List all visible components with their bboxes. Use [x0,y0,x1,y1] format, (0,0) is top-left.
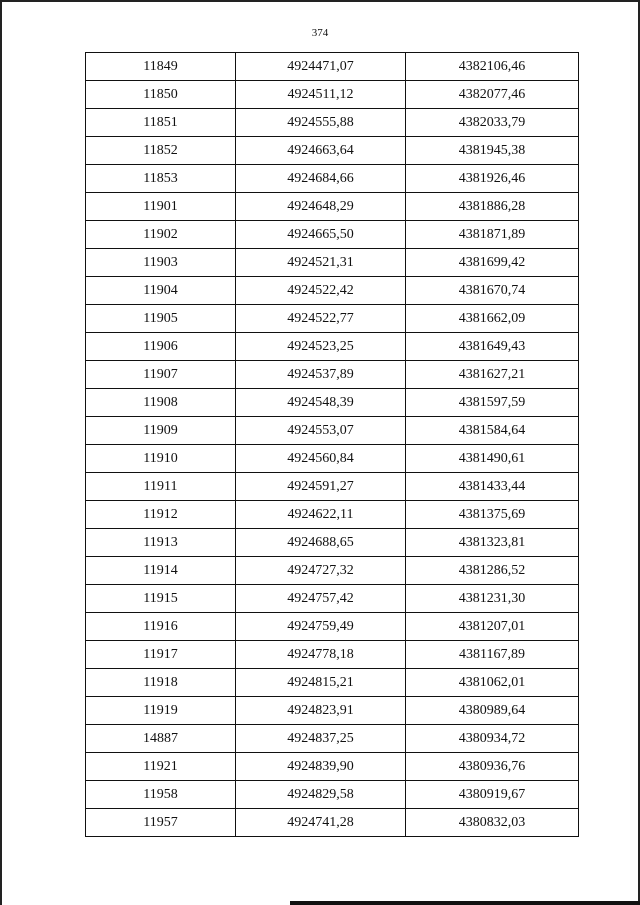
x-coordinate-cell: 4924727,32 [236,557,406,585]
x-coordinate-cell: 4924837,25 [236,725,406,753]
table-row [86,221,579,249]
table-row [86,165,579,193]
table-row [86,445,579,473]
y-coordinate-cell: 4380936,76 [406,753,579,781]
table-row [86,781,579,809]
y-coordinate-cell: 4380989,64 [406,697,579,725]
point-id-cell: 11912 [86,501,236,529]
y-coordinate-cell: 4382033,79 [406,109,579,137]
point-id-cell: 11919 [86,697,236,725]
table-row [86,585,579,613]
y-coordinate-cell: 4381670,74 [406,277,579,305]
table-row [86,109,579,137]
x-coordinate-cell: 4924521,31 [236,249,406,277]
table-row [86,753,579,781]
point-id-cell: 11911 [86,473,236,501]
table-row [86,473,579,501]
table-row [86,305,579,333]
x-coordinate-cell: 4924591,27 [236,473,406,501]
y-coordinate-cell: 4381323,81 [406,529,579,557]
x-coordinate-cell: 4924823,91 [236,697,406,725]
x-coordinate-cell: 4924648,29 [236,193,406,221]
y-coordinate-cell: 4381231,30 [406,585,579,613]
y-coordinate-cell: 4381433,44 [406,473,579,501]
scan-border-top [0,0,640,2]
x-coordinate-cell: 4924560,84 [236,445,406,473]
table-row [86,613,579,641]
y-coordinate-cell: 4381649,43 [406,333,579,361]
x-coordinate-cell: 4924815,21 [236,669,406,697]
point-id-cell: 11917 [86,641,236,669]
x-coordinate-cell: 4924523,25 [236,333,406,361]
point-id-cell: 14887 [86,725,236,753]
x-coordinate-cell: 4924511,12 [236,81,406,109]
y-coordinate-cell: 4382077,46 [406,81,579,109]
point-id-cell: 11908 [86,389,236,417]
point-id-cell: 11901 [86,193,236,221]
table-row [86,249,579,277]
x-coordinate-cell: 4924684,66 [236,165,406,193]
x-coordinate-cell: 4924471,07 [236,53,406,81]
table-row [86,137,579,165]
y-coordinate-cell: 4381286,52 [406,557,579,585]
x-coordinate-cell: 4924553,07 [236,417,406,445]
y-coordinate-cell: 4380832,03 [406,809,579,837]
y-coordinate-cell: 4381584,64 [406,417,579,445]
point-id-cell: 11903 [86,249,236,277]
point-id-cell: 11904 [86,277,236,305]
y-coordinate-cell: 4381871,89 [406,221,579,249]
x-coordinate-cell: 4924663,64 [236,137,406,165]
table-row [86,417,579,445]
table-row [86,669,579,697]
point-id-cell: 11958 [86,781,236,809]
y-coordinate-cell: 4381627,21 [406,361,579,389]
table-row [86,333,579,361]
point-id-cell: 11957 [86,809,236,837]
table-row [86,53,579,81]
x-coordinate-cell: 4924537,89 [236,361,406,389]
point-id-cell: 11916 [86,613,236,641]
x-coordinate-cell: 4924741,28 [236,809,406,837]
coordinates-table [85,52,579,837]
y-coordinate-cell: 4381597,59 [406,389,579,417]
x-coordinate-cell: 4924548,39 [236,389,406,417]
point-id-cell: 11849 [86,53,236,81]
x-coordinate-cell: 4924688,65 [236,529,406,557]
x-coordinate-cell: 4924757,42 [236,585,406,613]
x-coordinate-cell: 4924839,90 [236,753,406,781]
point-id-cell: 11906 [86,333,236,361]
table-row [86,277,579,305]
table-row [86,809,579,837]
table-row [86,501,579,529]
y-coordinate-cell: 4381167,89 [406,641,579,669]
point-id-cell: 11915 [86,585,236,613]
coordinates-table-container [85,52,578,837]
y-coordinate-cell: 4382106,46 [406,53,579,81]
point-id-cell: 11852 [86,137,236,165]
point-id-cell: 11913 [86,529,236,557]
point-id-cell: 11853 [86,165,236,193]
table-row [86,361,579,389]
y-coordinate-cell: 4381945,38 [406,137,579,165]
table-row [86,697,579,725]
point-id-cell: 11850 [86,81,236,109]
table-row [86,529,579,557]
x-coordinate-cell: 4924829,58 [236,781,406,809]
table-row [86,193,579,221]
y-coordinate-cell: 4381490,61 [406,445,579,473]
point-id-cell: 11905 [86,305,236,333]
y-coordinate-cell: 4381662,09 [406,305,579,333]
scan-border-left [0,0,2,905]
x-coordinate-cell: 4924522,77 [236,305,406,333]
y-coordinate-cell: 4381062,01 [406,669,579,697]
scan-border-bottom [290,901,640,905]
y-coordinate-cell: 4381207,01 [406,613,579,641]
point-id-cell: 11921 [86,753,236,781]
table-row [86,725,579,753]
point-id-cell: 11851 [86,109,236,137]
x-coordinate-cell: 4924555,88 [236,109,406,137]
x-coordinate-cell: 4924665,50 [236,221,406,249]
table-row [86,81,579,109]
x-coordinate-cell: 4924759,49 [236,613,406,641]
point-id-cell: 11918 [86,669,236,697]
y-coordinate-cell: 4380919,67 [406,781,579,809]
y-coordinate-cell: 4381886,28 [406,193,579,221]
x-coordinate-cell: 4924522,42 [236,277,406,305]
y-coordinate-cell: 4381375,69 [406,501,579,529]
page-number: 374 [311,27,329,39]
table-row [86,557,579,585]
table-row [86,641,579,669]
y-coordinate-cell: 4381926,46 [406,165,579,193]
coordinates-table-body [86,53,579,837]
x-coordinate-cell: 4924778,18 [236,641,406,669]
table-row [86,389,579,417]
y-coordinate-cell: 4381699,42 [406,249,579,277]
point-id-cell: 11909 [86,417,236,445]
point-id-cell: 11914 [86,557,236,585]
point-id-cell: 11910 [86,445,236,473]
point-id-cell: 11907 [86,361,236,389]
y-coordinate-cell: 4380934,72 [406,725,579,753]
x-coordinate-cell: 4924622,11 [236,501,406,529]
point-id-cell: 11902 [86,221,236,249]
